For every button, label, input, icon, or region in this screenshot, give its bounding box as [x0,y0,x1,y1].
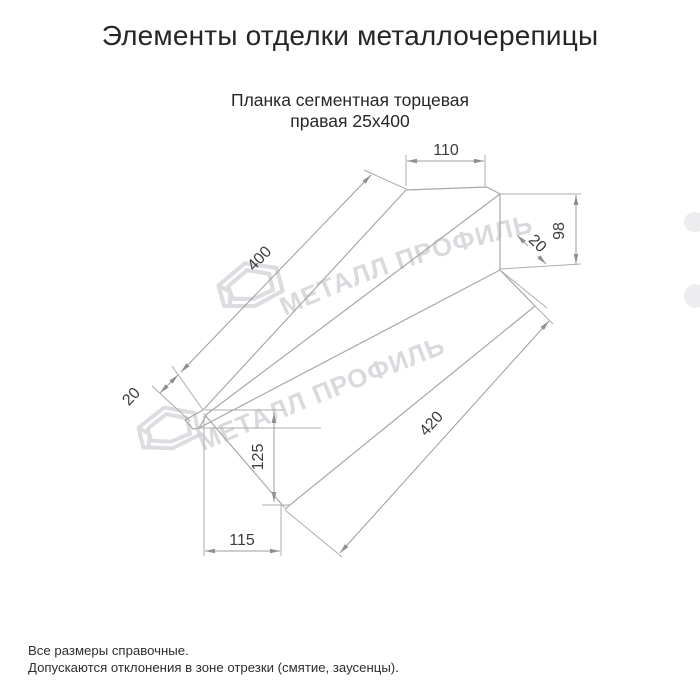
watermark-brand-textpath: МЕТАЛЛ ПРОФИЛЬ [193,329,450,457]
part-name-line1: Планка сегментная торцевая [230,90,470,110]
watermark-brand-text [193,330,449,457]
ext-line [285,510,342,557]
dim-label-98: 98 [551,222,568,240]
edge-right-lower-end [500,270,535,306]
edge-top-end-segment [406,187,487,190]
metall-profil-house-logo-icon [136,404,200,452]
watermark-brand-textpath: МЕТАЛЛ ПРОФИЛЬ [275,208,536,322]
dim-label-400: 400 [244,243,276,275]
dim-label-20-right: 20 [524,231,550,257]
edge-end-cap [487,187,500,194]
ext-line [364,170,406,189]
dim-label-420: 420 [416,408,447,440]
footnote-line2: Допускаются отклонения в зоне отрезки (смятие, заусенцы). [28,659,399,675]
ext-line [500,264,581,269]
footnotes [28,643,399,676]
watermark-edge-artifact [684,212,700,232]
footnote-line1: Все размеры справочные. [28,643,189,658]
dim-line-20-right-b [538,256,546,264]
dim-label-110: 110 [433,142,459,159]
ext-line [500,270,547,308]
dim-label-20-left: 20 [119,384,144,410]
ext-line [172,366,203,410]
dim-label-115: 115 [229,532,255,549]
dim-label-125: 125 [250,443,267,471]
dim-line-20-left [160,375,178,393]
part-name-line2: правая 25х400 [290,111,410,131]
ext-line [535,306,553,324]
watermark-edge-artifact [684,284,700,308]
page-title: Элементы отделки металлочерепицы [101,20,599,51]
